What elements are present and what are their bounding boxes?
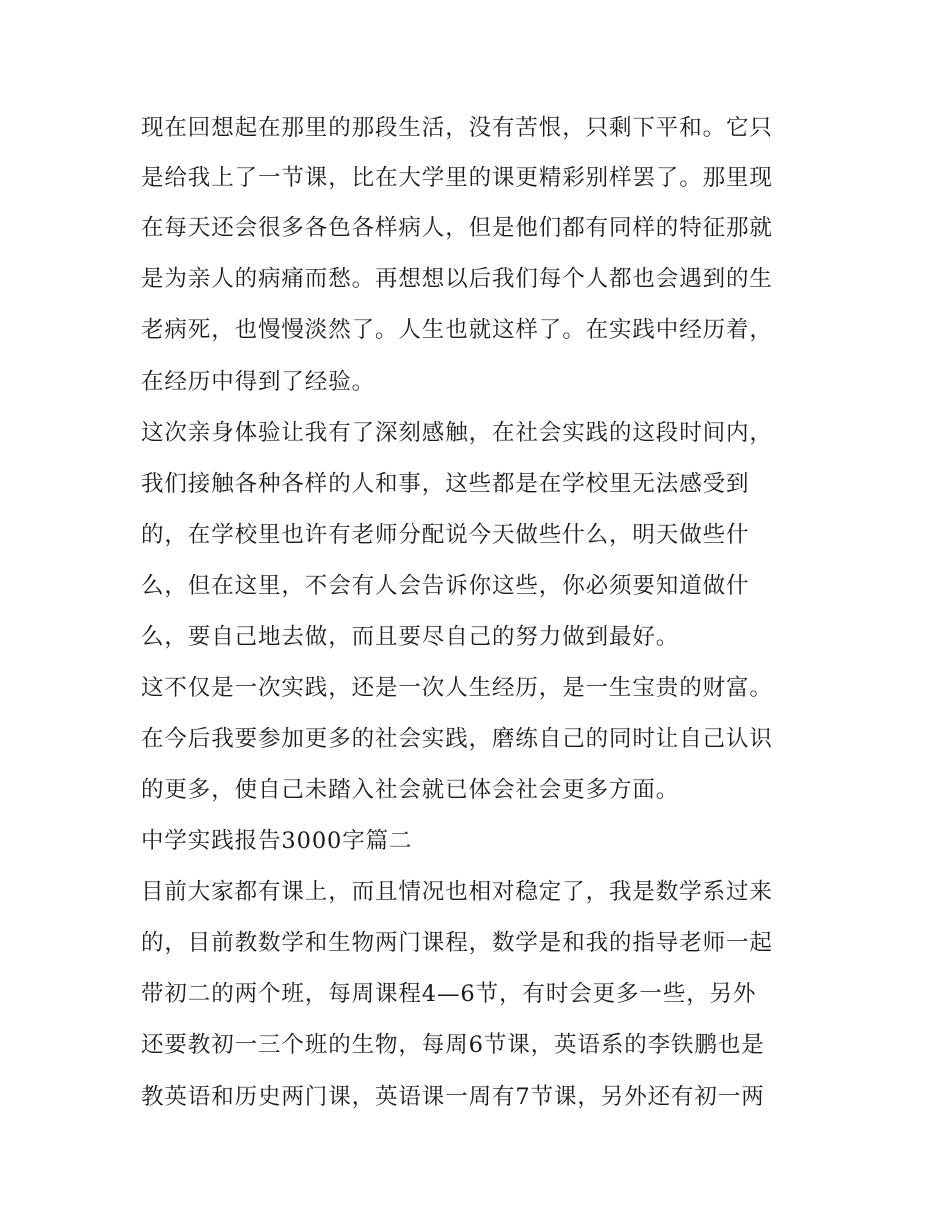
paragraph-line: 目前大家都有课上，而且情况也相对稳定了，我是数学系过来 — [141, 879, 773, 905]
paragraph-line: 老病死，也慢慢淡然了。人生也就这样了。在实践中经历着， — [141, 317, 773, 343]
paragraph-line: 在经历中得到了经验。 — [141, 369, 376, 395]
paragraph-line: 是给我上了一节课，比在大学里的课更精彩别样罢了。那里现 — [141, 165, 773, 191]
paragraph-line: 的，在学校里也许有老师分配说今天做些什么，明天做些什 — [141, 522, 750, 548]
paragraph-line: 的，目前教数学和生物两门课程，数学是和我的指导老师一起 — [141, 930, 773, 956]
paragraph-line: 还要教初一三个班的生物，每周6节课，英语系的李铁鹏也是 — [141, 1032, 765, 1058]
paragraph-line: 的更多，使自己未踏入社会就已体会社会更多方面。 — [141, 777, 680, 803]
paragraph-line: 么，要自己地去做，而且要尽自己的努力做到最好。 — [141, 624, 680, 650]
paragraph-line: 在今后我要参加更多的社会实践，磨练自己的同时让自己认识 — [141, 726, 773, 752]
paragraph-line: 现在回想起在那里的那段生活，没有苦恨，只剩下平和。它只 — [141, 115, 773, 141]
section-heading: 中学实践报告3000字篇二 — [141, 828, 413, 854]
paragraph-line: 我们接触各种各样的人和事，这些都是在学校里无法感受到 — [141, 471, 750, 497]
paragraph-line: 这不仅是一次实践，还是一次人生经历，是一生宝贵的财富。 — [141, 675, 773, 701]
paragraph-line: 教英语和历史两门课，英语课一周有7节课，另外还有初一两 — [141, 1084, 765, 1110]
paragraph-line: 这次亲身体验让我有了深刻感触，在社会实践的这段时间内， — [141, 420, 773, 446]
paragraph-line: 么，但在这里，不会有人会告诉你这些，你必须要知道做什 — [141, 573, 750, 599]
paragraph-line: 是为亲人的病痛而愁。再想想以后我们每个人都也会遇到的生 — [141, 266, 773, 292]
paragraph-line: 带初二的两个班，每周课程4—6节，有时会更多一些，另外 — [141, 981, 757, 1007]
paragraph-line: 在每天还会很多各色各样病人，但是他们都有同样的特征那就 — [141, 215, 773, 241]
